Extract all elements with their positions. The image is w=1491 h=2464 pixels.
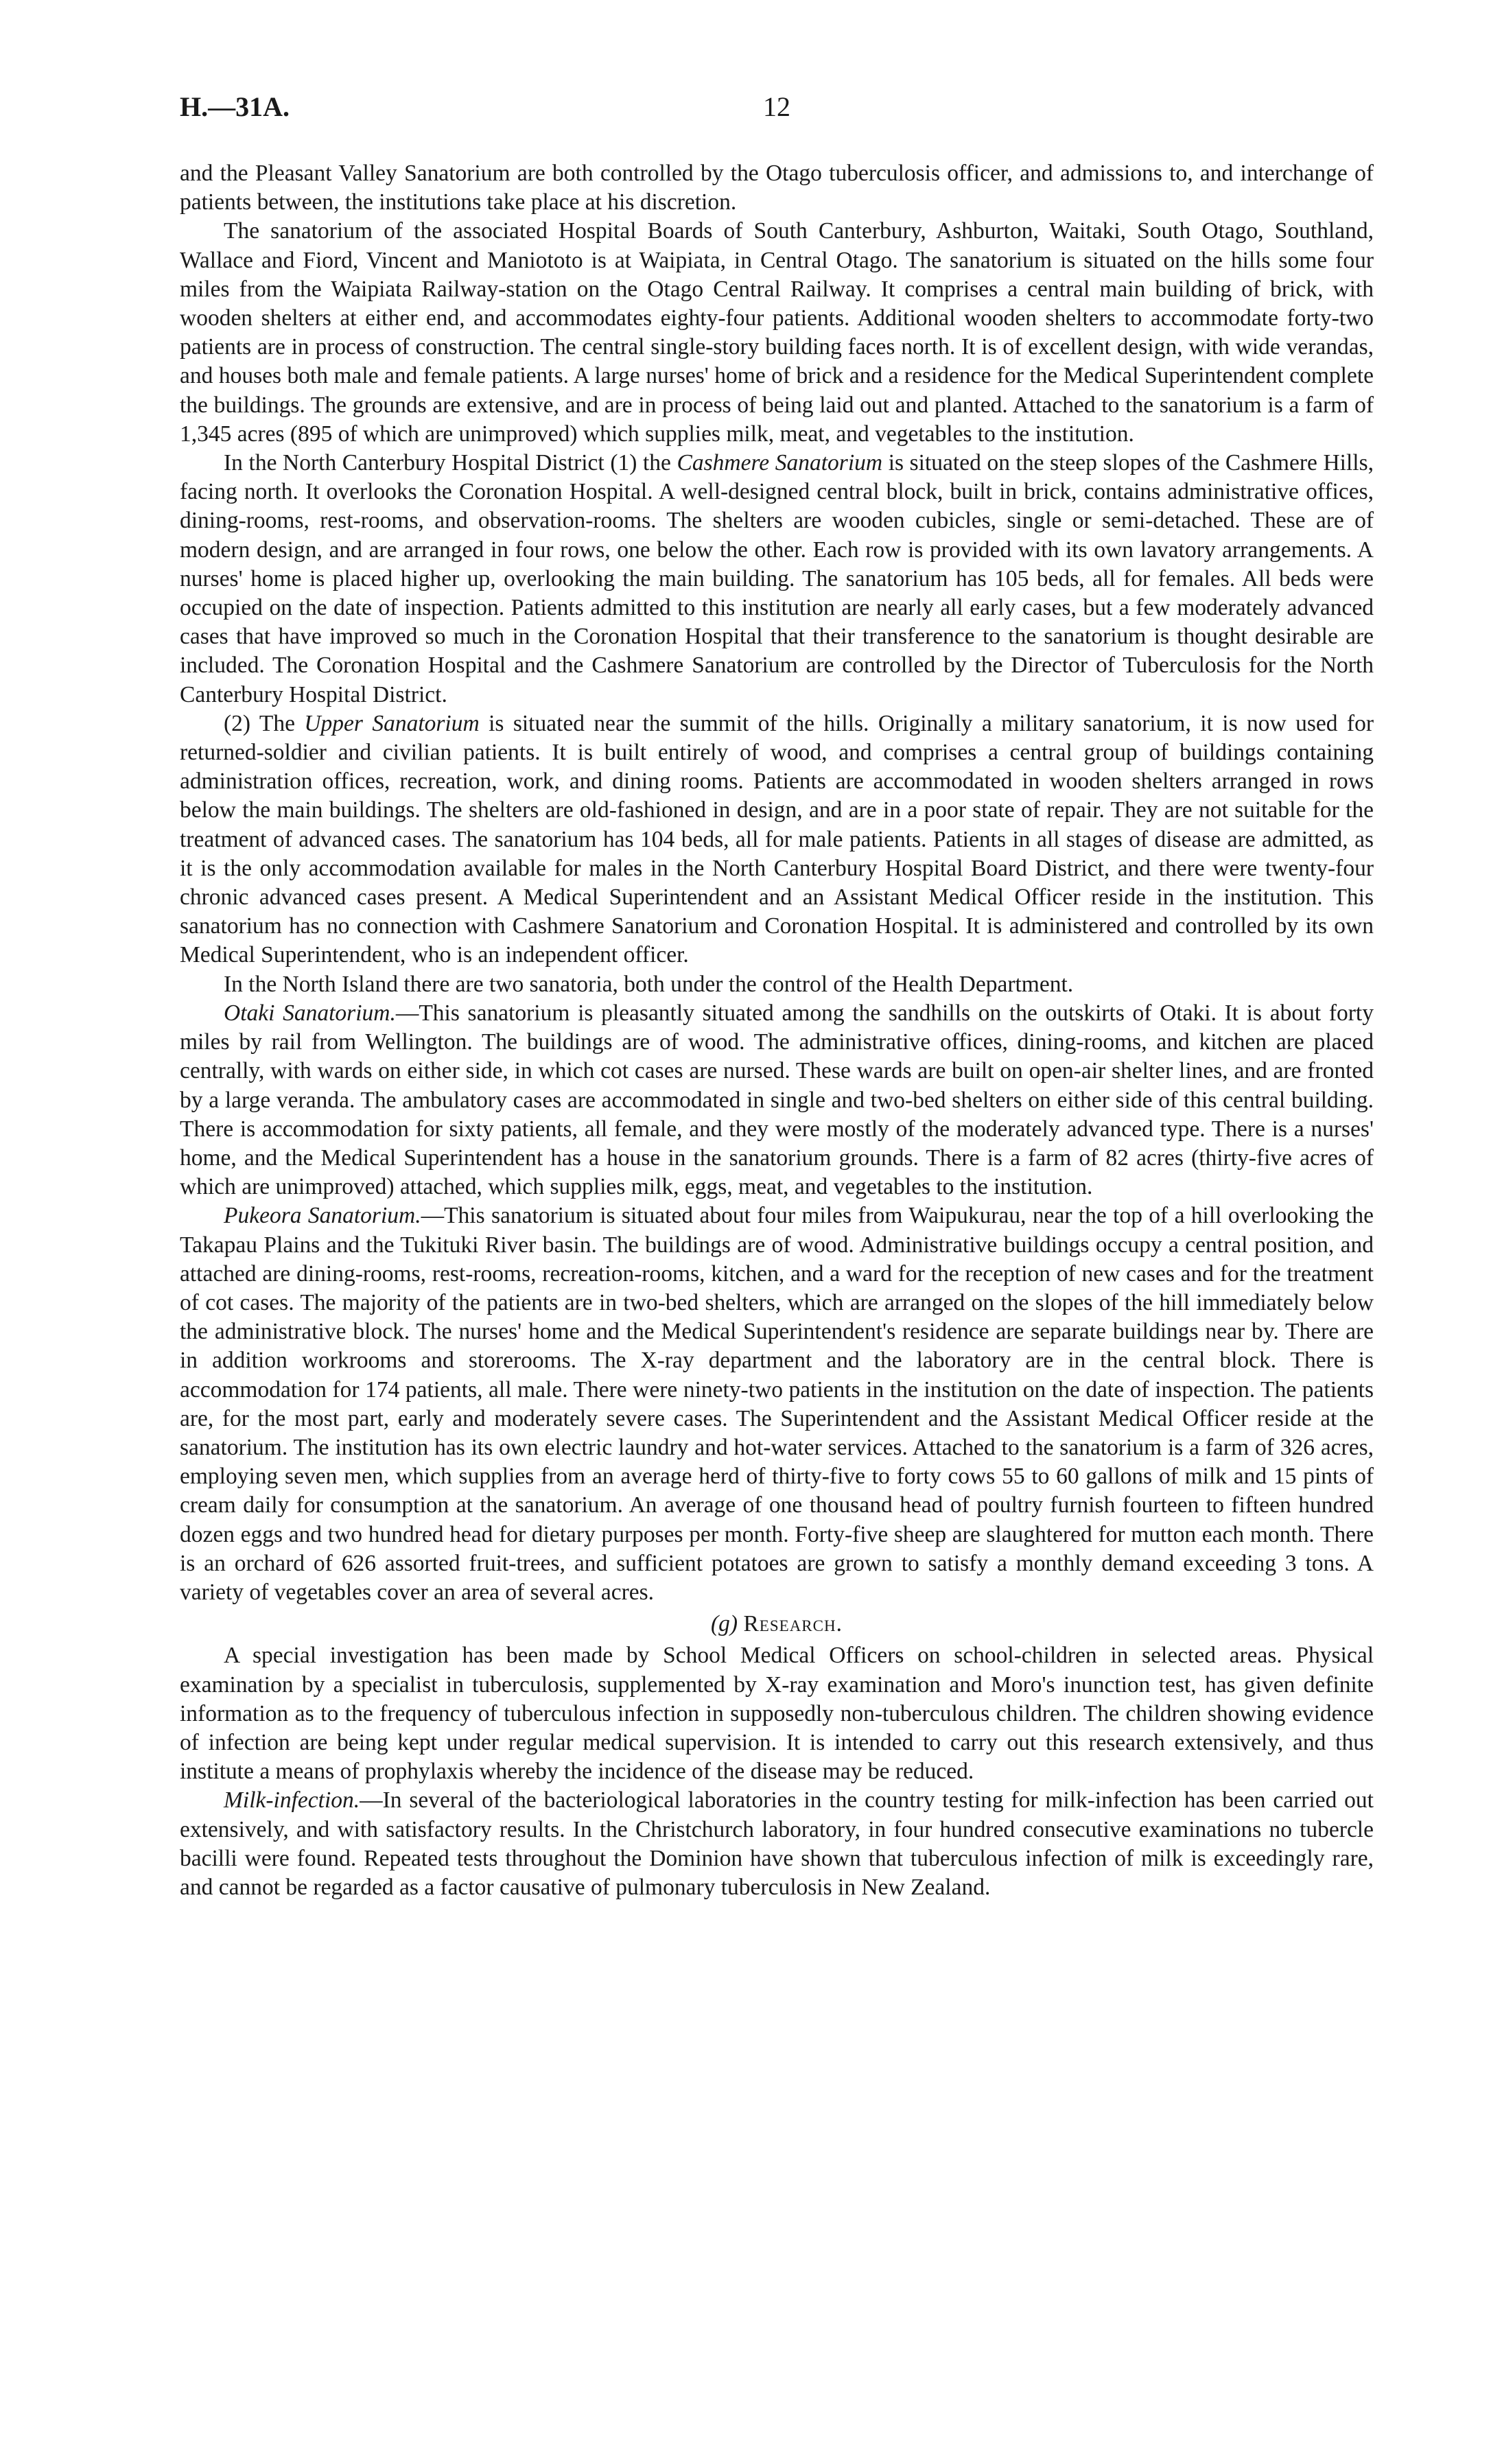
paragraph-north-island [180,970,1374,999]
sanatorium-name: Pukeora Sanatorium. [224,1203,421,1229]
paragraph-text: A special investigation has been made by School Medical Officers on school-children in selected areas. Physical examination by a specialist in tuberculosis, supplemented by X-ray examination and Moro's inunction test, has given definite information as to the frequency of tuberculous infection in supposedly non-tuberculous children. The children showing evidence of infection are being kept under regular medical supervision. It is intended to carry out this research extensively, and thus institute a means of prophylaxis whereby the incidence of the disease may be reduced. [180,1643,1374,1785]
sanatorium-name: Upper Sanatorium [304,710,480,736]
section-title: Research. [743,1611,843,1637]
sanatorium-name: Otaki Sanatorium. [224,1000,396,1026]
paragraph-waipiata [180,217,1374,449]
page-header [180,91,1374,132]
paragraph-continuation [180,159,1374,217]
paragraph-text: —In several of the bacteriological laboratories in the country testing for milk-infection has been carried out extensively, and with satisfactory results. In the Christchurch laboratory, in four hundred consecutive examinations no tubercle bacilli were found. Repeated tests throughout the Dominion have shown that tuberculous infection of milk is exceedingly rare, and cannot be regarded as a factor causative of pulmonary tuberculosis in New Zealand. [180,1787,1374,1900]
document-code: H.—31A. [180,91,290,122]
paragraph-upper-sanatorium [180,709,1374,970]
paragraph-text: The sanatorium of the associated Hospital Boards of South Canterbury, Ashburton, Waitaki, South Otago, Southland, Wallace and Fiord, Vincent and Maniototo is at Waipiata, in Central Otago. The sanatorium is situated on the hills some four miles from the Waipiata Railway-station on the Otago Central Railway. It comprises a central main building of brick, with wooden shelters at either end, and accommodates eighty-four patients. Additional wooden shelters to accommodate forty-two patients are in process of construction. The central single-story building faces north. It is of excellent design, with wide verandas, and houses both male and female patients. A large nurses' home of brick and a residence for the Medical Superintendent complete the buildings. The grounds are extensive, and are in process of being laid out and planted. Attached to the sanatorium is a farm of 1,345 acres (895 of which are unimproved) which supplies milk, meat, and vegetables to the institution. [180,218,1374,447]
paragraph-text: is situated near the summit of the hills. Originally a military sanatorium, it is now used for returned-soldier and civilian patients. It is built entirely of wood, and comprises a central group of buildings containing administration offices, recreation, work, and dining rooms. Patients are accommodated in wooden shelters arranged in rows below the main buildings. The shelters are old-fashioned in design, and are in a poor state of repair. They are not suitable for the treatment of advanced cases. The sanatorium has 104 beds, all for male patients. Patients in all stages of disease are admitted, as it is the only accommodation available for males in the North Canterbury Hospital Board District, and there were twenty-four chronic advanced cases present. A Medical Superintendent and an Assistant Medical Officer reside in the institution. This sanatorium has no connection with Cashmere Sanatorium and Coronation Hospital. It is administered and controlled by its own Medical Superintendent, who is an independent officer. [180,710,1374,968]
paragraph-cashmere [180,449,1374,709]
paragraph-text: —This sanatorium is situated about four miles from Waipukurau, near the top of a hill overlooking the Takapau Plains and the Tukituki River basin. The buildings are of wood. Administrative buildings occupy a central position, and attached are dining-rooms, rest-rooms, recreation-rooms, kitchen, and a ward for the reception of new cases and for the treatment of cot cases. The majority of the patients are in two-bed shelters, which are arranged on the slopes of the hill immediately below the administrative block. The nurses' home and the Medical Superintendent's residence are separate buildings near by. There are in addition workrooms and storerooms. The X-ray department and the laboratory are in the central block. There is accommodation for 174 patients, all male. There were ninety-two patients in the institution on the date of inspection. The patients are, for the most part, early and moderately severe cases. The Superintendent and the Assistant Medical Officer reside at the sanatorium. The institution has its own electric laundry and hot-water services. Attached to the sanatorium is a farm of 326 acres, employing seven men, which supplies from an average herd of thirty-five to forty cows 55 to 60 gallons of milk and 15 pints of cream daily for consumption at the sanatorium. An average of one thousand head of poultry furnish fourteen to fifteen hundred dozen eggs and two hundred head for dietary purposes per month. Forty-five sheep are slaughtered for mutton each month. There is an orchard of 626 assorted fruit-trees, and sufficient potatoes are grown to satisfy a monthly demand exceeding 3 tons. A variety of vegetables cover an area of several acres. [180,1203,1374,1605]
subsection-title: Milk-infection. [224,1787,360,1814]
body-text [180,159,1374,1902]
section-heading-research [180,1610,1374,1639]
paragraph-otaki [180,999,1374,1201]
paragraph-text: In the North Island there are two sanatoria, both under the control of the Health Department. [224,971,1074,997]
paragraph-text: is situated on the steep slopes of the Cashmere Hills, facing north. It overlooks the Coronation Hospital. A well-designed central block, built in brick, contains administrative offices, dining-rooms, rest-rooms, and observation-rooms. The shelters are wooden cubicles, single or semi-detached. These are of modern design, and are arranged in four rows, one below the other. Each row is provided with its own lavatory arrangements. A nurses' home is placed higher up, overlooking the main building. The sanatorium has 105 beds, all for females. All beds were occupied on the date of inspection. Patients admitted to this institution are nearly all early cases, but a few moderately advanced cases that have improved so much in the Coronation Hospital that their transference to the sanatorium is thought desirable are included. The Coronation Hospital and the Cashmere Sanatorium are controlled by the Director of Tuberculosis for the North Canterbury Hospital District. [180,450,1374,707]
paragraph-lead: (2) The [224,710,305,736]
section-marker: (g) [711,1611,738,1637]
paragraph-research [180,1641,1374,1786]
paragraph-milk-infection [180,1786,1374,1902]
sanatorium-name: Cashmere Sanatorium [677,450,883,476]
paragraph-lead: In the North Canterbury Hospital District (1) the [224,450,677,476]
page-number: 12 [763,91,790,122]
paragraph-text: —This sanatorium is pleasantly situated among the sandhills on the outskirts of Otaki. It is about forty miles by rail from Wellington. The buildings are of wood. The administrative offices, dining-rooms, and kitchen are placed centrally, with wards on either side, in which cot cases are nursed. These wards are built on open-air shelter lines, and are fronted by a large veranda. The ambulatory cases are accommodated in single and two-bed shelters on either side of this central building. There is accommodation for sixty patients, all female, and they were mostly of the moderately advanced type. There is a nurses' home, and the Medical Superintendent has a house in the sanatorium grounds. There is a farm of 82 acres (thirty-five acres of which are unimproved) attached, which supplies milk, eggs, meat, and vegetables to the institution. [180,1000,1374,1200]
paragraph-text: and the Pleasant Valley Sanatorium are both controlled by the Otago tuberculosis officer, and admissions to, and interchange of patients between, the institutions take place at his discretion. [180,161,1374,215]
paragraph-pukeora [180,1201,1374,1607]
